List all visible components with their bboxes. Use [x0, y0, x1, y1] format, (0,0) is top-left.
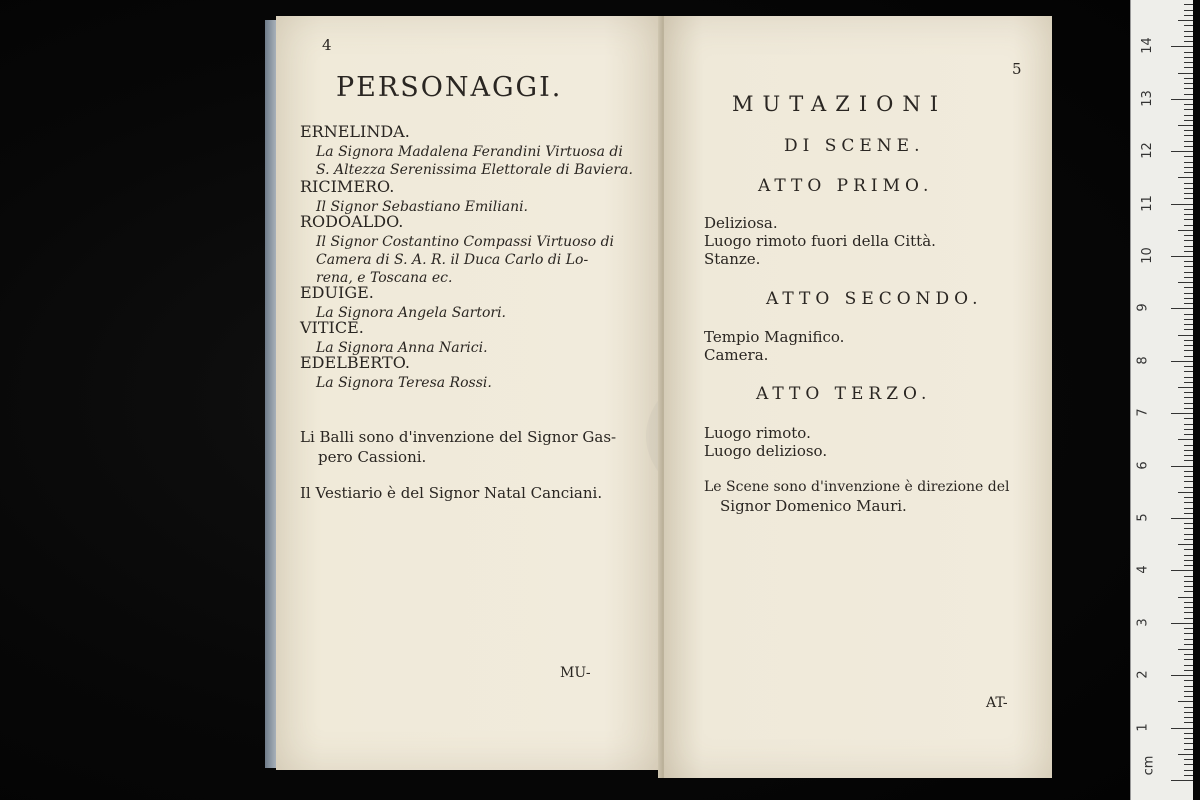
scene-item: Luogo rimoto. [704, 424, 811, 442]
ruler-tick [1184, 15, 1193, 16]
ruler-tick [1184, 120, 1193, 121]
ruler-label: 14 [1139, 37, 1155, 55]
ruler-label: 2 [1135, 670, 1151, 679]
ruler-label: 12 [1139, 142, 1155, 159]
ruler-label: 13 [1139, 90, 1155, 107]
catchword-right: AT- [986, 695, 1008, 711]
ruler-tick [1184, 612, 1193, 613]
ruler-tick [1184, 722, 1193, 723]
ruler-label: 3 [1135, 618, 1151, 627]
ruler-tick [1184, 246, 1193, 247]
ruler-tick [1184, 25, 1193, 26]
ruler-tick [1178, 492, 1193, 493]
ruler-tick [1184, 130, 1193, 131]
ruler-tick [1184, 418, 1193, 419]
cast-role: Il Signor Sebastiano Emiliani. [316, 199, 529, 215]
ruler-tick [1171, 466, 1193, 467]
ruler-tick [1171, 675, 1193, 676]
ruler-tick [1184, 565, 1193, 566]
cast-role: La Signora Teresa Rossi. [316, 375, 492, 391]
ruler-tick [1184, 67, 1193, 68]
ruler-tick [1171, 518, 1193, 519]
ruler-tick [1184, 350, 1193, 351]
ruler-tick [1184, 261, 1193, 262]
ruler-tick [1178, 387, 1193, 388]
scene-item: Luogo rimoto fuori della Città. [704, 232, 936, 250]
ruler-tick [1171, 361, 1193, 362]
scene-credit: Le Scene sono d'invenzione è direzione del [704, 479, 1010, 495]
ruler-tick [1184, 576, 1193, 577]
ruler-tick [1184, 219, 1193, 220]
ruler-tick [1184, 738, 1193, 739]
scene-item: Luogo delizioso. [704, 442, 828, 460]
ruler-tick [1184, 57, 1193, 58]
ruler-tick [1184, 345, 1193, 346]
ruler-label: 1 [1135, 722, 1151, 732]
scene-item: Stanze. [704, 250, 761, 268]
ruler-tick [1184, 434, 1193, 435]
ruler-tick [1184, 392, 1193, 393]
ruler-tick [1184, 487, 1193, 488]
ruler-tick [1184, 104, 1193, 105]
ruler-tick [1184, 377, 1193, 378]
page-number-left: 4 [322, 36, 332, 54]
ruler-tick [1184, 686, 1193, 687]
ruler-tick [1184, 717, 1193, 718]
ruler-tick [1184, 770, 1193, 771]
ruler-tick [1171, 570, 1193, 571]
ruler-tick [1184, 4, 1193, 5]
ruler-tick [1184, 424, 1193, 425]
ruler-tick [1184, 659, 1193, 660]
ruler-tick [1184, 460, 1193, 461]
ruler-tick [1184, 324, 1193, 325]
act-heading: ATTO TERZO. [756, 384, 932, 404]
ruler-tick [1184, 109, 1193, 110]
ruler-tick [1184, 618, 1193, 619]
ruler-tick [1184, 235, 1193, 236]
balli-credit: Li Balli sono d'invenzione del Signor Gas- [300, 428, 617, 446]
ruler-tick [1184, 450, 1193, 451]
ruler-tick [1184, 303, 1193, 304]
ruler-tick [1184, 680, 1193, 681]
ruler-tick [1184, 115, 1193, 116]
ruler-tick [1184, 513, 1193, 514]
ruler-tick [1184, 167, 1193, 168]
act-heading: ATTO PRIMO. [758, 176, 934, 196]
ruler-tick [1184, 654, 1193, 655]
ruler-tick [1171, 256, 1193, 257]
ruler-tick [1184, 581, 1193, 582]
cast-role: S. Altezza Serenissima Elettorale di Baviera. [316, 162, 633, 178]
ruler-label: 4 [1135, 565, 1151, 575]
cast-name: RODOALDO. [300, 212, 404, 231]
ruler-tick [1184, 497, 1193, 498]
ruler-tick [1184, 712, 1193, 713]
left-page [276, 16, 662, 770]
cast-name: VITICE. [300, 318, 364, 337]
ruler-unit-label: cm [1141, 755, 1157, 776]
ruler-tick [1184, 759, 1193, 760]
scene-item: Camera. [704, 346, 769, 364]
ruler-label: 5 [1135, 513, 1151, 522]
ruler-tick [1184, 397, 1193, 398]
ruler-tick [1184, 88, 1193, 89]
ruler-tick [1184, 83, 1193, 84]
ruler-tick [1184, 240, 1193, 241]
ruler-tick [1178, 649, 1193, 650]
ruler-tick [1184, 628, 1193, 629]
ruler-tick [1184, 549, 1193, 550]
ruler-tick [1184, 41, 1193, 42]
ruler-tick [1184, 691, 1193, 692]
ruler-tick [1178, 754, 1193, 755]
ruler-tick [1178, 335, 1193, 336]
cast-name: EDUIGE. [300, 283, 374, 302]
ruler-tick [1171, 204, 1193, 205]
ruler-tick [1184, 193, 1193, 194]
ruler-tick [1184, 607, 1193, 608]
ruler-tick [1184, 298, 1193, 299]
ruler-label: 10 [1139, 247, 1155, 264]
ruler-tick [1184, 183, 1193, 184]
ruler-tick [1184, 52, 1193, 53]
ruler-tick [1184, 329, 1193, 330]
ruler-tick [1184, 445, 1193, 446]
scene-credit-cont: Signor Domenico Mauri. [720, 497, 907, 515]
ruler-tick [1184, 162, 1193, 163]
ruler-tick [1178, 177, 1193, 178]
scene-item: Tempio Magnifico. [704, 328, 845, 346]
ruler-tick [1184, 340, 1193, 341]
ruler-tick [1178, 73, 1193, 74]
ruler-tick [1184, 764, 1193, 765]
ruler-tick [1184, 586, 1193, 587]
cast-role: rena, e Toscana ec. [316, 270, 453, 286]
ruler-tick [1184, 670, 1193, 671]
ruler-tick [1171, 46, 1193, 47]
ruler-tick [1184, 534, 1193, 535]
cast-role: Il Signor Costantino Compassi Virtuoso di [316, 234, 615, 250]
ruler-tick [1184, 403, 1193, 404]
ruler-tick [1184, 696, 1193, 697]
ruler-label: 7 [1135, 408, 1151, 417]
ruler-tick [1184, 277, 1193, 278]
ruler-tick [1171, 308, 1193, 309]
ruler-tick [1184, 455, 1193, 456]
ruler-tick [1171, 780, 1193, 781]
ruler-tick [1184, 429, 1193, 430]
ruler-tick [1184, 251, 1193, 252]
ruler-tick [1184, 665, 1193, 666]
ruler-tick [1184, 356, 1193, 357]
ruler-tick [1184, 481, 1193, 482]
ruler-tick [1184, 555, 1193, 556]
ruler-tick [1178, 230, 1193, 231]
ruler-tick [1171, 413, 1193, 414]
ruler-label: 6 [1135, 460, 1151, 470]
ruler-tick [1178, 125, 1193, 126]
ruler-tick [1178, 20, 1193, 21]
ruler-tick [1184, 508, 1193, 509]
ruler-tick [1178, 597, 1193, 598]
ruler-tick [1184, 502, 1193, 503]
ruler-tick [1184, 639, 1193, 640]
act-heading: ATTO SECONDO. [766, 289, 983, 309]
ruler-tick [1184, 644, 1193, 645]
heading-di-scene: DI SCENE. [784, 136, 925, 156]
ruler-label: 8 [1135, 356, 1151, 365]
vestiario-credit: Il Vestiario è del Signor Natal Canciani. [300, 484, 603, 502]
cast-role: La Signora Anna Narici. [316, 340, 488, 356]
ruler-tick [1184, 94, 1193, 95]
ruler-tick [1184, 382, 1193, 383]
ruler-tick [1184, 272, 1193, 273]
ruler-tick [1184, 287, 1193, 288]
ruler-tick [1184, 156, 1193, 157]
ruler-tick [1178, 701, 1193, 702]
ruler-tick [1184, 141, 1193, 142]
ruler-tick [1184, 523, 1193, 524]
ruler-tick [1184, 775, 1193, 776]
right-page [664, 16, 1052, 778]
ruler-tick [1171, 99, 1193, 100]
ruler-tick [1184, 591, 1193, 592]
ruler-tick [1184, 135, 1193, 136]
cast-role: La Signora Madalena Ferandini Virtuosa di [316, 144, 623, 160]
ruler-tick [1184, 528, 1193, 529]
cast-name: ERNELINDA. [300, 122, 410, 141]
ruler-tick [1184, 319, 1193, 320]
ruler-tick [1184, 146, 1193, 147]
ruler-label: 11 [1139, 194, 1155, 212]
ruler-tick [1184, 225, 1193, 226]
ruler-tick [1184, 408, 1193, 409]
cast-role: La Signora Angela Sartori. [316, 305, 507, 321]
heading-mutazioni: MUTAZIONI [732, 92, 947, 116]
ruler-tick [1171, 151, 1193, 152]
ruler-tick [1184, 188, 1193, 189]
ruler-tick [1184, 31, 1193, 32]
cast-role: Camera di S. A. R. il Duca Carlo di Lo- [316, 252, 589, 268]
ruler-tick [1178, 544, 1193, 545]
ruler-tick [1184, 293, 1193, 294]
ruler-tick [1184, 10, 1193, 11]
ruler-tick [1184, 633, 1193, 634]
ruler-tick [1184, 62, 1193, 63]
page-number-right: 5 [1012, 60, 1022, 78]
ruler-tick [1184, 371, 1193, 372]
catchword-left: MU- [560, 665, 591, 681]
cast-name: EDELBERTO. [300, 353, 410, 372]
ruler-tick [1184, 602, 1193, 603]
scene-item: Deliziosa. [704, 214, 778, 232]
ruler-tick [1184, 471, 1193, 472]
ruler-tick [1184, 266, 1193, 267]
measurement-ruler [1130, 0, 1193, 800]
ruler-tick [1184, 733, 1193, 734]
balli-credit-cont: pero Cassioni. [318, 448, 427, 466]
ruler-tick [1184, 560, 1193, 561]
ruler-tick [1184, 749, 1193, 750]
ruler-tick [1184, 198, 1193, 199]
ruler-tick [1184, 214, 1193, 215]
ruler-tick [1184, 539, 1193, 540]
ruler-tick [1184, 707, 1193, 708]
ruler-tick [1184, 476, 1193, 477]
ruler-tick [1171, 728, 1193, 729]
ruler-tick [1184, 209, 1193, 210]
ruler-tick [1178, 439, 1193, 440]
ruler-tick [1184, 172, 1193, 173]
cast-name: RICIMERO. [300, 177, 395, 196]
page-title-personaggi: PERSONAGGI. [336, 72, 563, 103]
ruler-tick [1171, 623, 1193, 624]
ruler-tick [1184, 36, 1193, 37]
ruler-label: 9 [1135, 303, 1151, 313]
ruler-tick [1178, 282, 1193, 283]
ruler-tick [1184, 78, 1193, 79]
ruler-tick [1184, 743, 1193, 744]
ruler-tick [1184, 314, 1193, 315]
ruler-tick [1184, 366, 1193, 367]
